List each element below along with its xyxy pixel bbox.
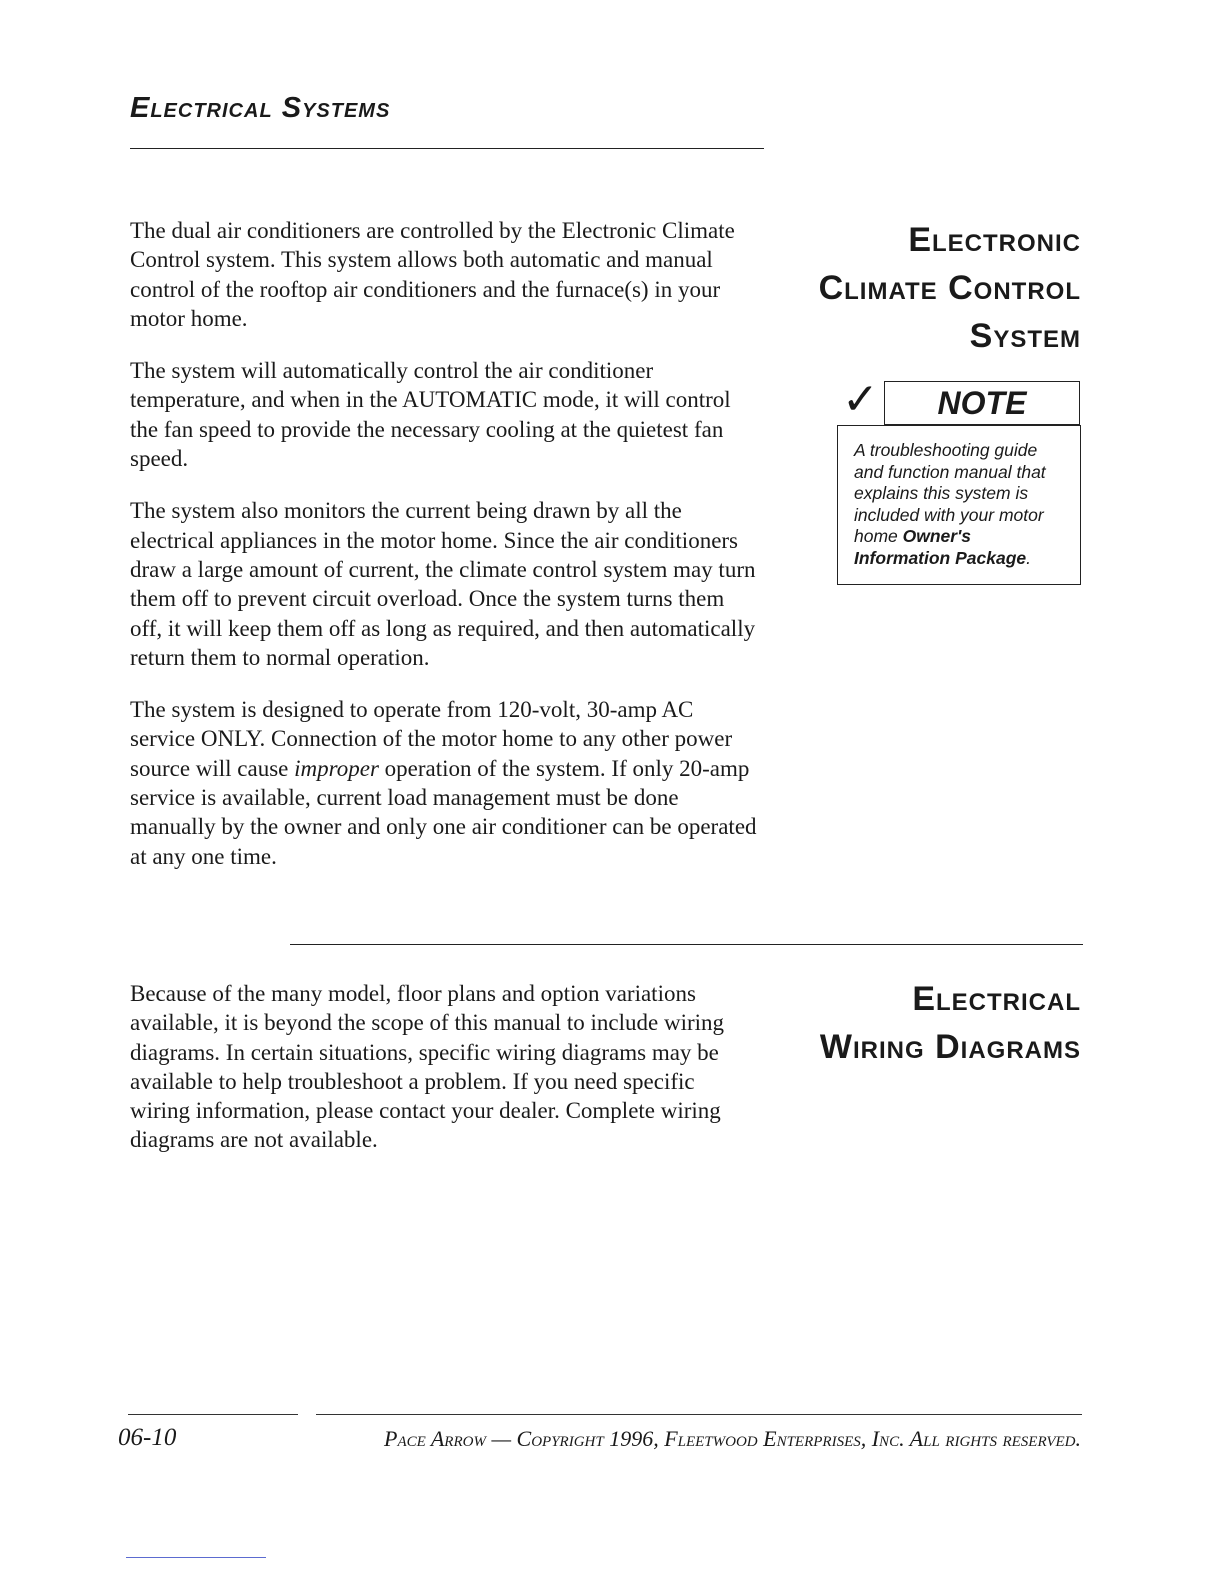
wiring-diagrams-body — [130, 979, 760, 1155]
paragraph-text: The system is designed to operate from 120-volt, 30-amp AC service ONLY. Connection of the motor home to any other power source will cause — [130, 697, 733, 781]
page-number: 06-10 — [118, 1424, 177, 1451]
section-divider — [290, 944, 1083, 945]
paragraph — [130, 695, 760, 871]
footer-rule-left — [128, 1414, 298, 1415]
note-box — [837, 425, 1081, 585]
note-label: NOTE — [884, 381, 1080, 425]
paragraph: The dual air conditioners are controlled by the Electronic Climate Control system. This system allows both automatic and manual control of the rooftop air conditioners and the furnace(s) in your motor home. — [130, 218, 735, 331]
climate-control-body — [130, 216, 760, 871]
footer-rule-right — [316, 1414, 1082, 1415]
note-text: A troubleshooting guide and function manual that explains this system is included with your motor home — [854, 440, 1046, 546]
paragraph: Because of the many model, floor plans and option variations available, it is beyond the scope of this manual to include wiring diagrams. In certain situations, specific wiring diagrams may be available to help troubleshoot a problem. If you need specific wiring information, please contact your dealer. Complete wiring diagrams are not available. — [130, 981, 725, 1153]
heading-line: Electrical — [912, 980, 1081, 1018]
note-text: . — [1026, 547, 1032, 568]
copyright-text: Pace Arrow — Copyright 1996, Fleetwood Enterprises, Inc. All rights reserved. — [384, 1426, 1081, 1451]
heading-line: Climate Control — [818, 269, 1081, 307]
bottom-blue-line — [126, 1557, 266, 1558]
heading-line: System — [969, 317, 1081, 355]
climate-control-heading — [761, 216, 1081, 360]
heading-line: Wiring Diagrams — [819, 1028, 1081, 1066]
heading-line: Electronic — [908, 221, 1081, 259]
wiring-diagrams-heading — [751, 975, 1081, 1071]
paragraph: The system will automatically control the air conditioner temperature, and when in the AUTOMATIC mode, it will control the fan speed to provide the necessary cooling at the quietest fan speed. — [130, 358, 731, 472]
checkmark-icon: ✓ — [842, 374, 879, 425]
paragraph-text: operation of the system. If only 20-amp service is available, current load management must be done manually by the owner and only one air conditioner can be operated at any one time. — [130, 755, 757, 869]
emphasis-text: improper — [294, 755, 379, 781]
page-header-title: Electrical Systems — [130, 92, 391, 124]
note-bold-text: Owner's Information Package — [854, 526, 1027, 568]
paragraph: The system also monitors the current being drawn by all the electrical appliances in the motor home. Since the air conditioners draw a large amount of current, the climate control system may turn them off to prevent circuit overload. Once the system turns them off, it will keep them off as long as required, and then automatically return them to normal operation. — [130, 498, 756, 670]
header-rule — [130, 148, 764, 149]
